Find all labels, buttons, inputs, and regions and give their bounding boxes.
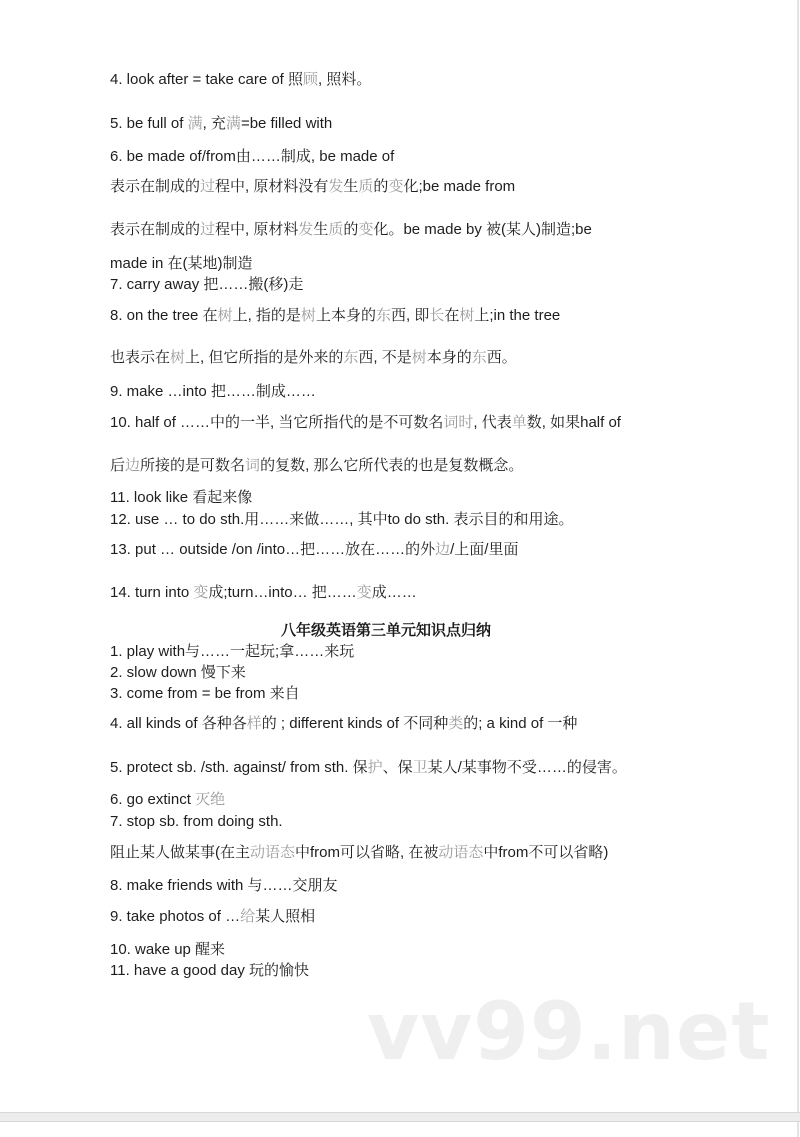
text-segment: 东 — [343, 349, 359, 366]
text-segment: 7. stop sb. from doing sth. — [110, 813, 283, 830]
note-line — [110, 457, 523, 475]
note-line — [110, 844, 608, 862]
text-segment: 过 — [200, 221, 216, 238]
text-segment: 东 — [375, 307, 391, 324]
text-segment: 东 — [471, 349, 487, 366]
text-segment: 11. look like 看起来像 — [110, 489, 253, 506]
text-segment: 上;in the tree — [474, 307, 561, 324]
text-segment: 树 — [411, 349, 427, 366]
text-segment: 的 — [343, 221, 359, 238]
text-segment: 满 — [225, 115, 241, 132]
note-line — [110, 813, 283, 831]
text-segment: 词时 — [443, 414, 474, 431]
text-segment: 某人照相 — [255, 908, 316, 925]
text-segment: 9. take photos of … — [110, 908, 241, 925]
text-segment: 生 — [343, 178, 359, 195]
text-segment: 5. be full of — [110, 115, 188, 132]
note-line — [110, 643, 354, 661]
text-segment: 西, 即 — [390, 307, 430, 324]
note-line — [110, 584, 417, 602]
text-segment: 上本身的 — [315, 307, 376, 324]
text-segment: 也表示在 — [110, 349, 171, 366]
note-line — [110, 221, 592, 239]
note-line — [110, 71, 371, 89]
note-line — [110, 489, 252, 507]
text-segment: 变 — [358, 221, 374, 238]
text-segment: 发 — [328, 178, 344, 195]
note-line — [110, 908, 315, 926]
text-segment: 变 — [356, 584, 372, 601]
text-segment: 化。be made by 被(某人)制造;be — [373, 221, 592, 238]
text-segment: 6. be made of/from由……制成, be made of — [110, 148, 395, 165]
note-line — [110, 941, 225, 959]
text-segment: 11. have a good day 玩的愉快 — [110, 962, 309, 979]
text-segment: 1. play with与……一起玩;拿……来玩 — [110, 643, 355, 660]
text-segment: 词 — [245, 457, 261, 474]
text-segment: 变 — [193, 584, 209, 601]
note-line — [110, 383, 316, 401]
note-line — [110, 715, 577, 733]
text-segment: 9. make …into 把……制成…… — [110, 383, 316, 400]
text-segment: 14. turn into — [110, 584, 194, 601]
note-line — [110, 511, 573, 529]
text-segment: , 代表 — [473, 414, 512, 431]
text-segment: =be filled with — [240, 115, 333, 132]
text-segment: 满 — [187, 115, 203, 132]
note-line — [110, 307, 560, 325]
text-segment: 3. come from = be from 来自 — [110, 685, 300, 702]
note-line — [110, 962, 309, 980]
text-segment: 上, 指的是 — [232, 307, 301, 324]
text-segment: 、保 — [382, 759, 413, 776]
note-line — [110, 255, 253, 273]
text-segment: 7. carry away 把……搬(移)走 — [110, 276, 304, 293]
text-segment: 阻止某人做某事(在主 — [110, 844, 250, 861]
text-segment: 8. on the tree 在 — [110, 307, 218, 324]
text-segment: 4. look after = take care of 照 — [110, 71, 304, 88]
section-title: 八年级英语第三单元知识点归纳 — [281, 622, 492, 639]
text-segment: /上面/里面 — [450, 541, 519, 558]
text-segment: 成…… — [371, 584, 417, 601]
text-segment: 成;turn…into… 把…… — [208, 584, 357, 601]
text-segment: 中from可以省略, 在被 — [295, 844, 439, 861]
text-segment: 边 — [435, 541, 451, 558]
text-segment: 本身的 — [426, 349, 472, 366]
text-segment: 类 — [448, 715, 464, 732]
text-segment: 质 — [358, 178, 374, 195]
text-segment: 灭绝 — [195, 791, 226, 808]
text-segment: 的; a kind of 一种 — [463, 715, 578, 732]
note-line — [110, 414, 621, 432]
text-segment: 某人/某事物不受……的侵害。 — [427, 759, 627, 776]
text-segment: 后 — [110, 457, 126, 474]
text-segment: 树 — [300, 307, 316, 324]
text-segment: 程中, 原材料 — [215, 221, 299, 238]
text-segment: 的 — [373, 178, 389, 195]
text-segment: 5. protect sb. /sth. against/ from sth. 保 — [110, 759, 368, 776]
note-line — [110, 759, 627, 777]
note-line — [110, 349, 517, 367]
next-page-edge — [0, 1122, 799, 1137]
text-segment: 单 — [511, 414, 527, 431]
text-segment: 10. wake up 醒来 — [110, 941, 226, 958]
page-separator — [0, 1112, 800, 1122]
text-segment: 化;be made from — [403, 178, 516, 195]
note-line — [110, 664, 246, 682]
text-segment: 给 — [240, 908, 256, 925]
note-line — [110, 685, 300, 703]
text-segment: 2. slow down 慢下来 — [110, 664, 246, 681]
watermark: vv99.net — [367, 985, 771, 1078]
text-segment: 所接的是可数名 — [140, 457, 246, 474]
text-segment: 长 — [429, 307, 445, 324]
text-segment: 动语态 — [438, 844, 484, 861]
text-segment: 的 ; different kinds of 不同种 — [261, 715, 449, 732]
text-segment: 顾 — [303, 71, 319, 88]
text-segment: 6. go extinct — [110, 791, 196, 808]
text-segment: made in 在(某地)制造 — [110, 255, 253, 272]
text-segment: 西。 — [486, 349, 517, 366]
text-segment: 上, 但它所指的是外来的 — [185, 349, 344, 366]
text-segment: 生 — [313, 221, 329, 238]
text-segment: 树 — [459, 307, 475, 324]
text-segment: 的复数, 那么它所代表的也是复数概念。 — [260, 457, 524, 474]
text-segment: 12. use … to do sth.用……来做……, 其中to do sth. 表示目的和用途。 — [110, 511, 574, 528]
text-segment: 树 — [170, 349, 186, 366]
text-segment: 西, 不是 — [358, 349, 412, 366]
text-segment: 在 — [444, 307, 460, 324]
note-line — [110, 791, 225, 809]
text-segment: 表示在制成的 — [110, 221, 201, 238]
text-segment: 发 — [298, 221, 314, 238]
text-segment: 护 — [367, 759, 383, 776]
text-segment: 中from不可以省略) — [483, 844, 609, 861]
text-segment: 卫 — [412, 759, 428, 776]
text-segment: 过 — [200, 178, 216, 195]
text-segment: 13. put … outside /on /into…把……放在……的外 — [110, 541, 436, 558]
note-line — [110, 178, 515, 196]
text-segment: , 照料。 — [318, 71, 372, 88]
text-segment: 树 — [217, 307, 233, 324]
text-segment: 程中, 原材料没有 — [215, 178, 329, 195]
text-segment: 样 — [246, 715, 262, 732]
text-segment: , 充 — [202, 115, 226, 132]
note-line — [110, 115, 332, 133]
note-line — [110, 877, 338, 895]
note-line — [110, 148, 394, 166]
text-segment: 4. all kinds of 各种各 — [110, 715, 247, 732]
text-segment: 变 — [388, 178, 404, 195]
text-segment: 质 — [328, 221, 344, 238]
text-segment: 数, 如果half of — [526, 414, 621, 431]
text-segment: 表示在制成的 — [110, 178, 201, 195]
note-line — [110, 276, 303, 294]
text-segment: 8. make friends with 与……交朋友 — [110, 877, 338, 894]
text-segment: 边 — [125, 457, 141, 474]
text-segment: 动语态 — [250, 844, 296, 861]
note-line — [110, 541, 518, 559]
text-segment: 10. half of ……中的一半, 当它所指代的是不可数名 — [110, 414, 444, 431]
